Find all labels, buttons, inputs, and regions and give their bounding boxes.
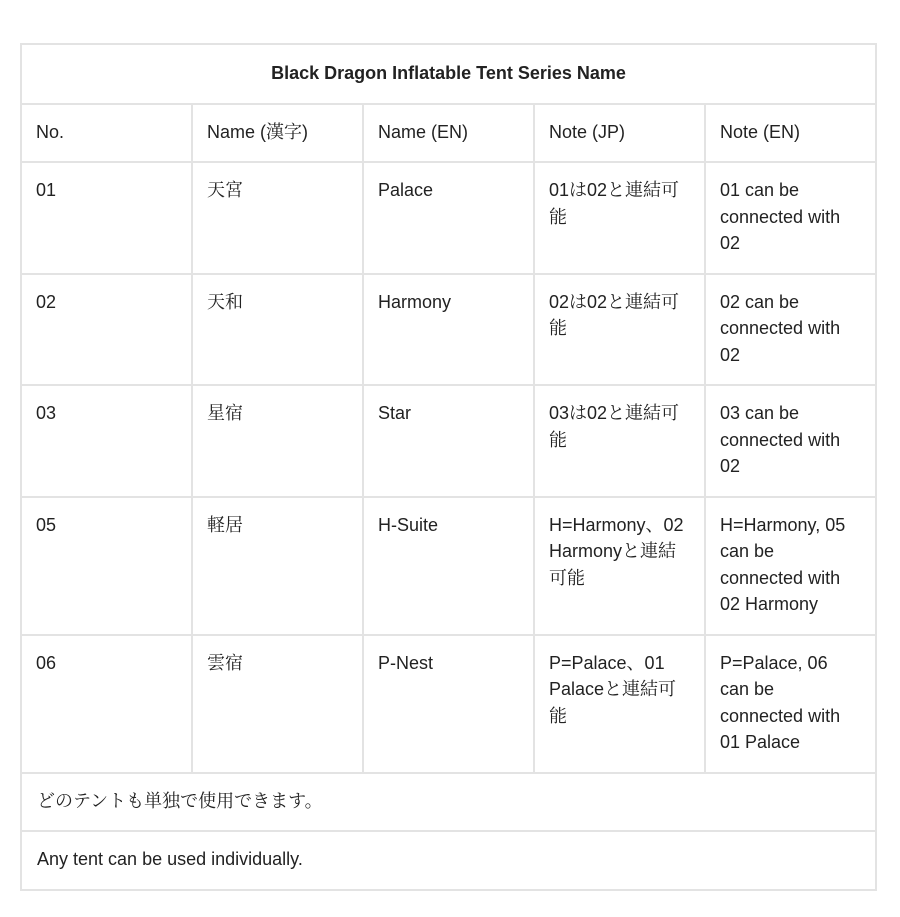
cell-name-en: P-Nest — [363, 635, 534, 773]
cell-note-en: H=Harmony, 05 can be connected with 02 Harmony — [705, 497, 876, 635]
cell-note-en: 02 can be connected with 02 — [705, 274, 876, 386]
cell-note-en: 03 can be connected with 02 — [705, 385, 876, 497]
cell-name-kanji: 雲宿 — [192, 635, 363, 773]
cell-name-kanji: 星宿 — [192, 385, 363, 497]
tent-series-table-container — [20, 43, 875, 891]
cell-note-en: 01 can be connected with 02 — [705, 162, 876, 274]
cell-note-jp: H=Harmony、02 Harmonyと連結可能 — [534, 497, 705, 635]
header-note-jp: Note (JP) — [534, 104, 705, 163]
header-row — [21, 104, 876, 163]
tent-series-table — [20, 43, 877, 891]
footer-note-en: Any tent can be used individually. — [21, 831, 876, 890]
cell-no: 01 — [21, 162, 192, 274]
header-note-en: Note (EN) — [705, 104, 876, 163]
cell-note-jp: 03は02と連結可能 — [534, 385, 705, 497]
cell-name-kanji: 軽居 — [192, 497, 363, 635]
cell-note-en: P=Palace, 06 can be connected with 01 Palace — [705, 635, 876, 773]
table-row — [21, 162, 876, 274]
cell-note-jp: P=Palace、01 Palaceと連結可能 — [534, 635, 705, 773]
cell-name-en: Harmony — [363, 274, 534, 386]
header-name-en: Name (EN) — [363, 104, 534, 163]
title-row — [21, 44, 876, 104]
table-row — [21, 497, 876, 635]
cell-name-en: H-Suite — [363, 497, 534, 635]
table-row — [21, 274, 876, 386]
cell-no: 06 — [21, 635, 192, 773]
cell-name-en: Star — [363, 385, 534, 497]
cell-no: 02 — [21, 274, 192, 386]
table-row — [21, 635, 876, 773]
cell-name-kanji: 天和 — [192, 274, 363, 386]
cell-note-jp: 01は02と連結可能 — [534, 162, 705, 274]
cell-no: 03 — [21, 385, 192, 497]
table-row — [21, 385, 876, 497]
footer-row-jp — [21, 773, 876, 832]
cell-note-jp: 02は02と連結可能 — [534, 274, 705, 386]
footer-row-en — [21, 831, 876, 890]
cell-name-en: Palace — [363, 162, 534, 274]
table-title: Black Dragon Inflatable Tent Series Name — [21, 44, 876, 104]
cell-no: 05 — [21, 497, 192, 635]
cell-name-kanji: 天宮 — [192, 162, 363, 274]
header-no: No. — [21, 104, 192, 163]
footer-note-jp: どのテントも単独で使用できます。 — [21, 773, 876, 832]
header-name-kanji: Name (漢字) — [192, 104, 363, 163]
